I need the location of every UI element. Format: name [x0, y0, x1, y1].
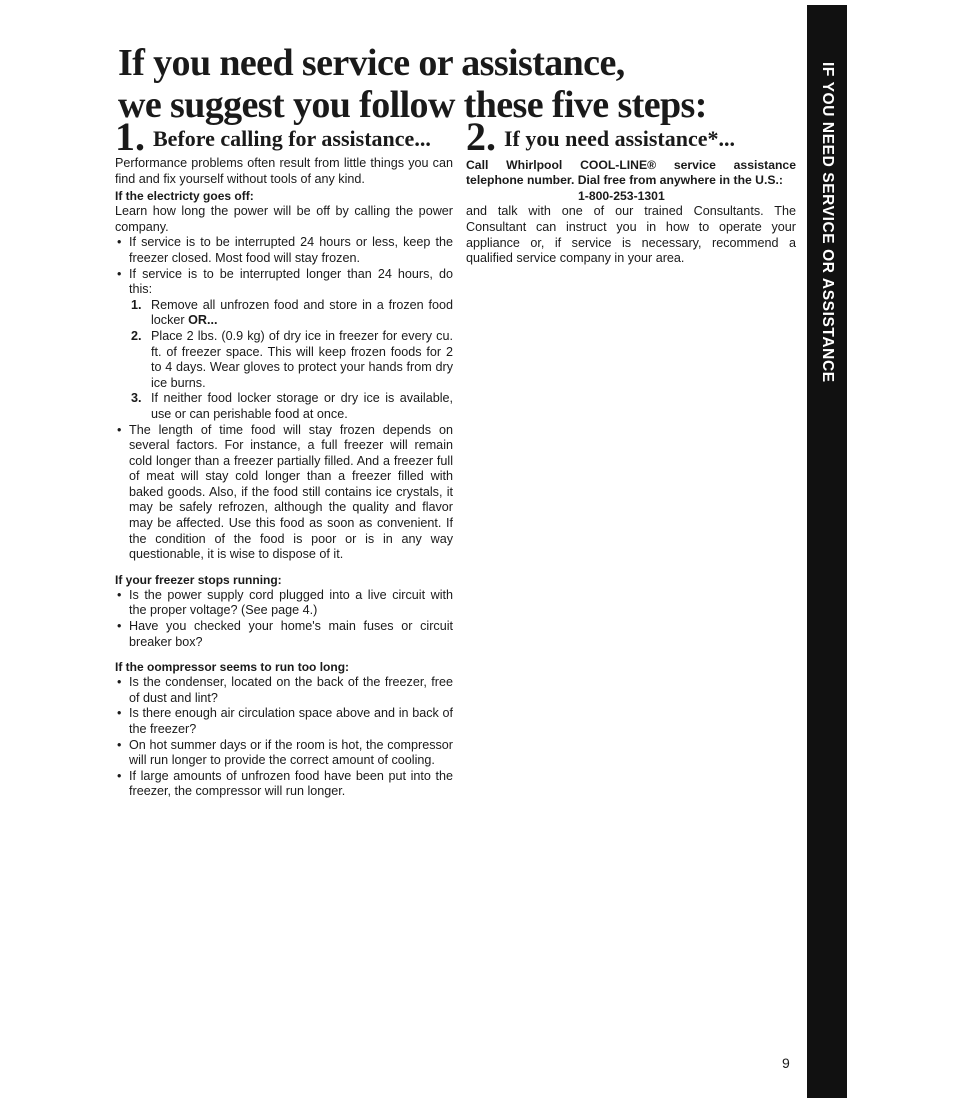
section-1-heading: [115, 114, 453, 159]
section-2-heading: [466, 114, 796, 159]
section-need-assistance: [466, 114, 796, 267]
list-item: • On hot summer days or if the room is hot, the compressor will run longer to provide the correct amount of cooling.: [115, 738, 453, 769]
freezer-stops-subheading: If your freezer stops running:: [115, 572, 282, 587]
list-item: [131, 329, 453, 391]
section-1-title: Before calling for assistance...: [153, 126, 431, 151]
compressor-subheading: If the oompressor seems to run too long:: [115, 660, 350, 675]
list-item: [131, 391, 453, 422]
step-text: Remove all unfrozen food and store in a frozen food locker: [151, 297, 453, 328]
step-number: 3.: [131, 391, 142, 406]
list-item: • Is there enough air circulation space above and in back of the freezer?: [115, 706, 453, 737]
list-item: • Is the power supply cord plugged into a live circuit with the proper voltage? (See page 4.): [115, 588, 453, 619]
page-title-line-2: we suggest you follow these five steps:: [118, 84, 707, 126]
list-item: • If service is to be interrupted 24 hours or less, keep the freezer closed. Most food will stay frozen.: [115, 235, 453, 266]
list-item: • The length of time food will stay frozen depends on several factors. For instance, a full freezer will remain cold longer than a freezer partially filled. And a freezer full of meat will stay cold longer than a freezer filled with baked goods. Also, if the food still contains ice crystals, it may be safely refrozen, although the quality and flavor may be affected. Use this food as soon as convenient. If the condition of the food is poor or is in any way questionable, it is wise to dispose of it.: [115, 423, 453, 563]
list-item: • If service is to be interrupted longer than 24 hours, do this:: [115, 267, 453, 298]
cool-line-phone-number: 1-800-253-1301: [578, 189, 665, 204]
step-text: If neither food locker storage or dry ice is available, use or can perishable food at once.: [151, 391, 453, 421]
power-off-steps: [131, 298, 453, 423]
power-off-subheading: If the electricty goes off:: [115, 189, 254, 204]
freezer-stops-bullets: [115, 588, 453, 650]
step-number: 1.: [131, 297, 142, 312]
list-item: • Is the condenser, located on the back of the freezer, free of dust and lint?: [115, 675, 453, 706]
step-suffix: OR...: [188, 313, 218, 328]
section-2-title: If you need assistance*...: [504, 126, 736, 151]
page-title: [118, 42, 798, 126]
power-off-bullets: [115, 235, 453, 297]
section-2-number: 2.: [466, 114, 496, 159]
compressor-bullets: [115, 675, 453, 800]
frozen-duration-bullets: [115, 423, 453, 563]
section-before-calling: [115, 114, 453, 800]
list-item: • If large amounts of unfrozen food have been put into the freezer, the compressor will run longer.: [115, 769, 453, 800]
step-text: Place 2 lbs. (0.9 kg) of dry ice in freezer for every cu. ft. of freezer space. This will keep frozen foods for 2 to 4 days. Wear gloves to protect your hands from dry ice burns.: [151, 328, 453, 390]
page-title-line-1: If you need service or assistance,: [118, 42, 625, 84]
consultant-text: and talk with one of our trained Consultants. The Consultant can instruct you in how to operate your appliance or, if service is necessary, recommend a qualified service company in your area.: [466, 204, 796, 266]
section-1-number: 1.: [115, 114, 145, 159]
page-number: 9: [782, 1055, 790, 1071]
power-off-text: Learn how long the power will be off by calling the power company.: [115, 204, 453, 234]
cool-line-call-text: Call Whirlpool COOL-LINE® service assistance telephone number. Dial free from anywhere in the U.S.:: [466, 158, 796, 188]
step-number: 2.: [131, 328, 142, 343]
list-item: [131, 298, 453, 329]
side-tab-label: IF YOU NEED SERVICE OR ASSISTANCE: [819, 62, 836, 383]
list-item: • Have you checked your home's main fuses or circuit breaker box?: [115, 619, 453, 650]
section-1-intro: Performance problems often result from little things you can find and fix yourself without tools of any kind.: [115, 156, 453, 186]
